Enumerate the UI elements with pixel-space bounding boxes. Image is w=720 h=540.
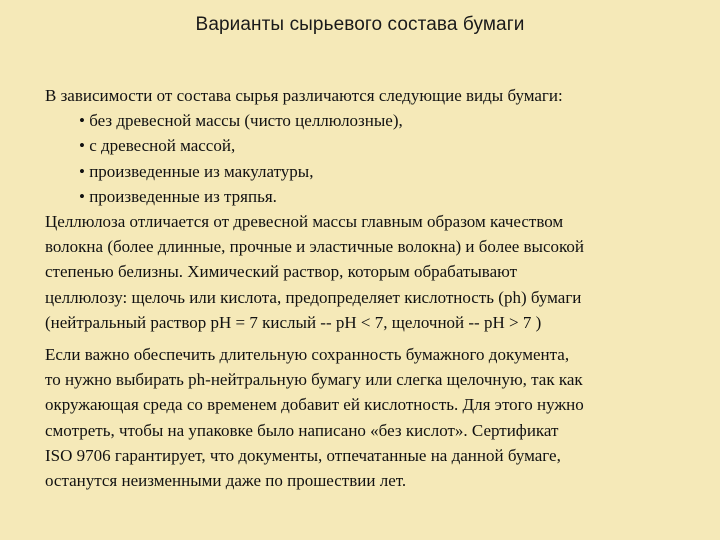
bullet-item: • произведенные из тряпья. [79,186,277,206]
paragraph-line: то нужно выбирать ph-нейтральную бумагу или слегка щелочную, так как [45,370,583,390]
bullet-item: • с древесной массой, [79,136,236,156]
paragraph-line: останутся неизменными даже по прошествии лет. [45,471,407,491]
paragraph-line: ISO 9706 гарантирует, что документы, отпечатанные на данной бумаге, [45,445,561,465]
bullet-item: • без древесной массы (чисто целлюлозные), [79,111,403,131]
paragraph-line: волокна (более длинные, прочные и эластичные волокна) и более высокой [45,237,585,257]
paragraph-line: Если важно обеспечить длительную сохранность бумажного документа, [45,345,570,365]
paragraph-line: целлюлозу: щелочь или кислота, предопределяет кислотность (ph) бумаги [45,287,582,307]
slide-title: Варианты сырьевого состава бумаги [195,14,525,35]
slide-body [45,83,705,493]
intro-text: В зависимости от состава сырья различаются следующие виды бумаги: [45,86,563,105]
paragraph-line: смотреть, чтобы на упаковке было написано «без кислот». Сертификат [45,420,559,440]
paragraph-line: степенью белизны. Химический раствор, которым обрабатывают [45,262,518,282]
paragraph-line: окружающая среда со временем добавит ей кислотность. Для этого нужно [45,395,584,415]
paragraph-line: Целлюлоза отличается от древесной массы главным образом качеством [45,212,564,232]
paragraph-cellulose [45,209,705,335]
paragraph-line: (нейтральный раствор pH = 7 кислый -- pH < 7, щелочной -- pH > 7 ) [45,312,542,332]
paragraph-preservation [45,342,705,493]
bullet-item: • произведенные из макулатуры, [79,161,314,181]
